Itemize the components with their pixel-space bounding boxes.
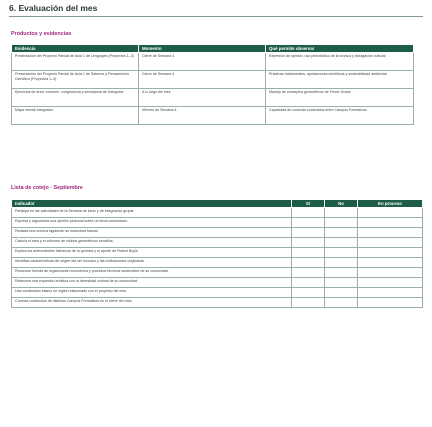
products-header-row	[12, 45, 414, 53]
moment-cell: Cierre de Semana 4	[139, 53, 266, 71]
checklist-row	[12, 278, 423, 288]
products-row	[12, 53, 414, 71]
no-checkbox-cell[interactable]	[325, 228, 358, 238]
header-observe: Qué permite observar	[266, 45, 414, 53]
no-checkbox-cell[interactable]	[325, 218, 358, 228]
observation-cell: Expresión de opinión, uso periodístico de la crónica y divulgación cultural	[266, 53, 414, 71]
products-row	[12, 71, 414, 89]
no-checkbox-cell[interactable]	[325, 258, 358, 268]
checklist-row	[12, 258, 423, 268]
yes-checkbox-cell[interactable]	[292, 258, 325, 268]
indicator-cell: Reconoce formas de organización económica y procesos técnicos sostenibles de su comunidad.	[12, 268, 292, 278]
indicator-cell: Relaciona una expresión artística con la diversidad cultural de su comunidad.	[12, 278, 292, 288]
yes-checkbox-cell[interactable]	[292, 298, 325, 308]
in-progress-checkbox-cell[interactable]	[358, 238, 423, 248]
in-progress-checkbox-cell[interactable]	[358, 288, 423, 298]
checklist-row	[12, 208, 423, 218]
yes-checkbox-cell[interactable]	[292, 228, 325, 238]
observation-cell: Prácticas tradicionales, aportaciones científicas y sostenibilidad ambiental	[266, 71, 414, 89]
header-indicator: Indicador	[12, 200, 292, 208]
in-progress-checkbox-cell[interactable]	[358, 258, 423, 268]
page-title: 6. Evaluación del mes	[9, 3, 98, 13]
no-checkbox-cell[interactable]	[325, 208, 358, 218]
no-checkbox-cell[interactable]	[325, 268, 358, 278]
header-in-progress: En proceso	[358, 200, 423, 208]
evidence-cell: Presentación del Proyecto Parcial de Aula 1 de Saberes y Pensamiento Científico (Proyectos 1–3)	[12, 71, 139, 89]
in-progress-checkbox-cell[interactable]	[358, 298, 423, 308]
checklist-heading: Lista de cotejo · Septiembre	[11, 185, 83, 191]
indicator-cell: Explica los antecedentes históricos de la química y el aporte de Robert Boyle.	[12, 248, 292, 258]
checklist-row	[12, 288, 423, 298]
moment-cell: Cierre de Semana 4	[139, 71, 266, 89]
no-checkbox-cell[interactable]	[325, 278, 358, 288]
in-progress-checkbox-cell[interactable]	[358, 278, 423, 288]
indicator-cell: Expresa y argumenta una opinión personal sobre un tema comunitario.	[12, 218, 292, 228]
products-table	[11, 44, 414, 125]
header-no: No	[325, 200, 358, 208]
yes-checkbox-cell[interactable]	[292, 248, 325, 258]
yes-checkbox-cell[interactable]	[292, 218, 325, 228]
indicator-cell: Calcula el área y el volumen de sólidos geométricos sencillos.	[12, 238, 292, 248]
checklist-row	[12, 228, 423, 238]
yes-checkbox-cell[interactable]	[292, 208, 325, 218]
checklist-row	[12, 268, 423, 278]
in-progress-checkbox-cell[interactable]	[358, 268, 423, 278]
products-row	[12, 107, 414, 125]
moment-cell: A lo largo del mes	[139, 89, 266, 107]
checklist-row	[12, 248, 423, 258]
yes-checkbox-cell[interactable]	[292, 288, 325, 298]
header-moment: Momento	[139, 45, 266, 53]
indicator-cell: Redacta una crónica siguiendo su estructura básica.	[12, 228, 292, 238]
in-progress-checkbox-cell[interactable]	[358, 248, 423, 258]
in-progress-checkbox-cell[interactable]	[358, 208, 423, 218]
products-row	[12, 89, 414, 107]
title-divider	[9, 16, 423, 17]
products-heading: Productos y evidencias	[11, 31, 72, 37]
evidence-cell: Presentación del Proyecto Parcial de Aula 1 de Lenguajes (Proyectos 1–3)	[12, 53, 139, 71]
moment-cell: Viernes de Semana 4	[139, 107, 266, 125]
observation-cell: Manejo de conceptos geométricos de Tercer Grado	[266, 89, 414, 107]
no-checkbox-cell[interactable]	[325, 288, 358, 298]
yes-checkbox-cell[interactable]	[292, 278, 325, 288]
checklist-header-row	[12, 200, 423, 208]
observation-cell: Capacidad de conectar contenidos entre Campos Formativos	[266, 107, 414, 125]
indicator-cell: Identifica características del origen del ser humano y las civilizaciones originarias.	[12, 258, 292, 268]
in-progress-checkbox-cell[interactable]	[358, 218, 423, 228]
indicator-cell: Participa en las actividades de la Semana de inicio y de integración grupal.	[12, 208, 292, 218]
checklist-table	[11, 199, 423, 308]
yes-checkbox-cell[interactable]	[292, 268, 325, 278]
in-progress-checkbox-cell[interactable]	[358, 228, 423, 238]
no-checkbox-cell[interactable]	[325, 248, 358, 258]
indicator-cell: Usa vocabulario básico en inglés relacionado con el proyecto del mes.	[12, 288, 292, 298]
indicator-cell: Conecta contenidos de distintos Campos Formativos en el cierre del mes.	[12, 298, 292, 308]
evidence-cell: Mapa mental integrador	[12, 107, 139, 125]
no-checkbox-cell[interactable]	[325, 298, 358, 308]
evidence-cell: Ejercicios de área, volumen, congruencia y semejanza de triángulos	[12, 89, 139, 107]
header-evidence: Evidencia	[12, 45, 139, 53]
checklist-row	[12, 238, 423, 248]
no-checkbox-cell[interactable]	[325, 238, 358, 248]
yes-checkbox-cell[interactable]	[292, 238, 325, 248]
header-yes: Sí	[292, 200, 325, 208]
checklist-row	[12, 218, 423, 228]
checklist-row	[12, 298, 423, 308]
